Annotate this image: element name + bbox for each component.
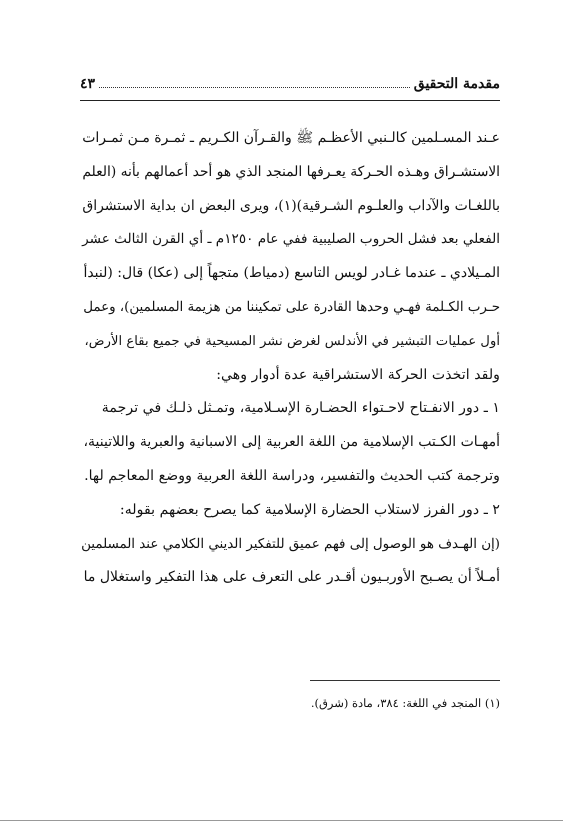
footnote: (١) المنجد في اللغة: ٣٨٤، مادة (شرق). [310, 696, 500, 710]
body-line: المـيلادي ـ عندما غـادر لويس التاسع (دمياط) متجهاً إلى (عكا) قال: (لنبدأ [83, 265, 500, 282]
body-line: (إن الهـدف هو الوصول إلى فهم عميق للتفكير الديني الكلامي عند المسلمين [81, 536, 500, 552]
body-line: حـرب الكـلمة فهـي وحدها القادرة على تمكيننا من هزيمة المسلمين)، وعمل [83, 299, 500, 315]
body-line: باللغـات والآداب والعلـوم الشـرقية)(١)، ويرى البعض ان بداية الاستشراق [82, 197, 500, 214]
body-line: أمـلاً أن يصـبح الأوربـيون أقـدر على التعرف على هذا التفكير واستغلال ما [83, 569, 500, 586]
body-line: ولقد اتخذت الحركة الاستشراقية عدة أدوار وهي: [216, 366, 500, 383]
body-line: أول عمليات التبشير في الأندلس لغرض نشر المسيحية في جميع بقاع الأرض، [84, 333, 500, 349]
body-line: ١ ـ دور الانفـتاح لاحـتواء الحضـارة الإسـلامية، وتمـثل ذلـك في ترجمة [101, 400, 500, 417]
body-line: ٢ ـ دور الفرز لاستلاب الحضارة الإسلامية كما يصرح بعضهم بقوله: [119, 501, 500, 518]
body-line: وترجمة كتب الحديث والتفسير، ودراسة اللغة العربية ووضع المعاجم لها. [84, 467, 500, 484]
header-rule [80, 100, 500, 101]
footnote-rule [310, 680, 500, 681]
body-line: الفعلي بعد فشل الحروب الصليبية ففي عام ١٢٥٠م ـ أي القرن الثالث عشر [82, 231, 500, 248]
body-line: أمهـات الكـتب الإسلامية من اللغة العربية إلى الاسبانية والعبرية واللاتينية، [83, 434, 500, 451]
page-number: ٤٣ [80, 76, 96, 92]
page-bottom-edge [0, 820, 563, 821]
header-title: مقدمة التحقيق [413, 76, 500, 92]
body-text [80, 122, 500, 595]
running-header [80, 70, 500, 92]
header-dot-leader [99, 86, 410, 88]
body-line: عـند المسـلمين كالـنبي الأعظـم ﷺ والقـرآن الكـريم ـ ثمـرة مـن ثمـرات [82, 130, 500, 146]
body-line: الاستشـراق وهـذه الحـركة يعـرفها المنجد الذي هو أحد أعمالهم بأنه (العلم [82, 163, 500, 180]
